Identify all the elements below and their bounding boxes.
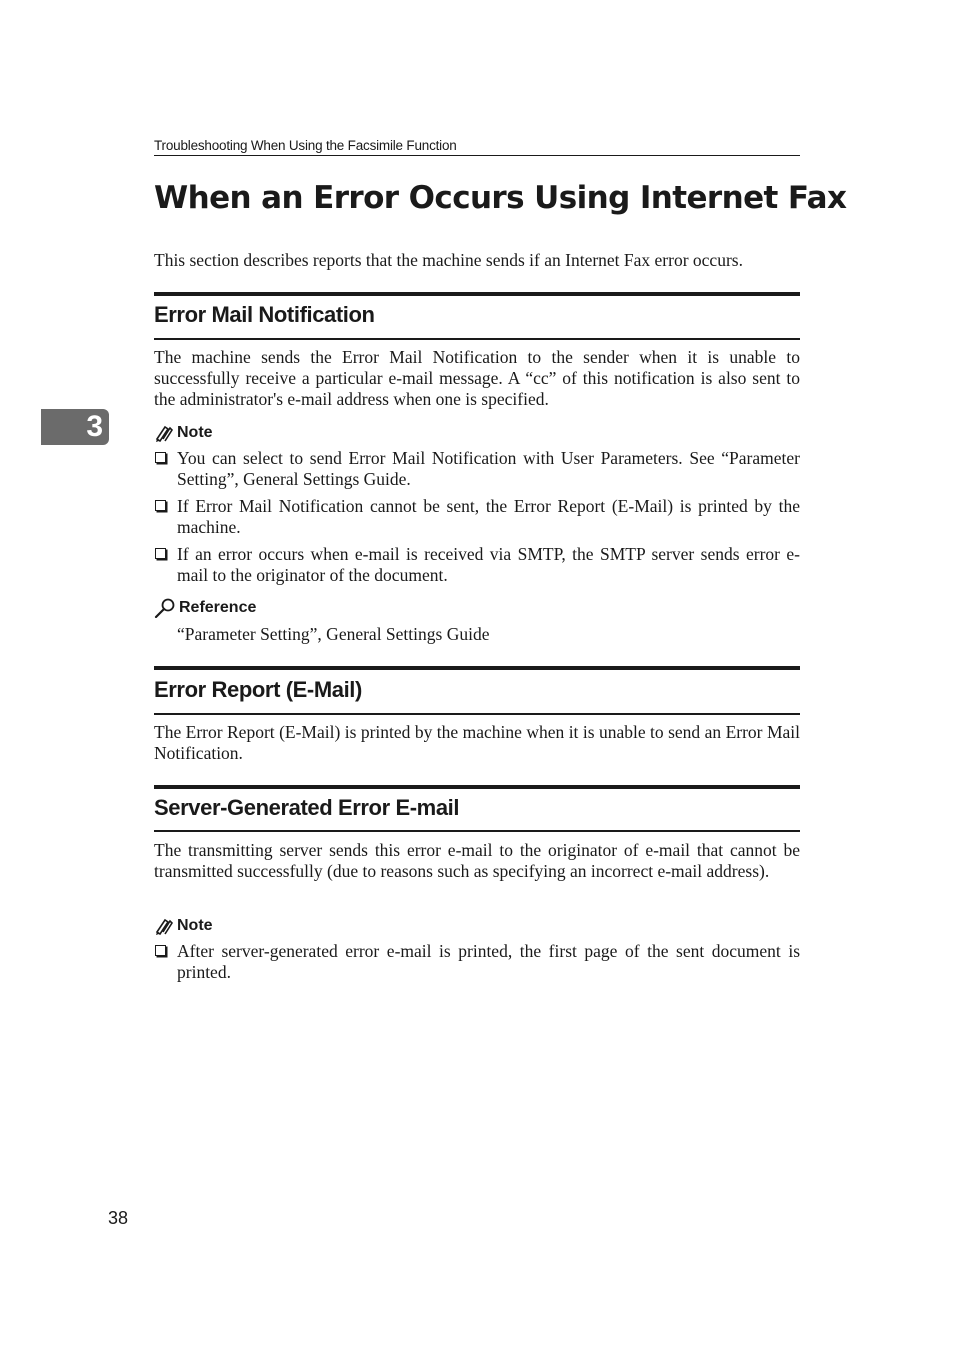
checkbox-icon — [155, 548, 166, 559]
note-item: You can select to send Error Mail Notification with User Parameters. See “Parameter Setting”, General Settings Guide. — [154, 448, 800, 490]
section-rule — [154, 292, 800, 296]
pencil-icon — [154, 917, 174, 935]
section-rule — [154, 830, 800, 832]
section-title: Server-Generated Error E-mail — [154, 795, 460, 820]
note-label: Note — [177, 917, 213, 934]
note-list — [154, 448, 800, 592]
pencil-icon — [154, 424, 174, 442]
note-item: If Error Mail Notification cannot be sent, the Error Report (E-Mail) is printed by the machine. — [154, 496, 800, 538]
page-number: 38 — [108, 1208, 129, 1228]
section-body: The transmitting server sends this error e-mail to the originator of e-mail that cannot be transmitted successfully (due to reasons such as specifying an incorrect e-mail address). — [154, 840, 800, 881]
reference-label: Reference — [179, 599, 257, 616]
section-rule — [154, 785, 800, 789]
note-list — [154, 941, 800, 989]
page-title: When an Error Occurs Using Internet Fax — [154, 180, 847, 216]
section-title: Error Mail Notification — [154, 302, 375, 327]
note-heading — [154, 424, 213, 442]
intro-paragraph: This section describes reports that the machine sends if an Internet Fax error occurs. — [154, 250, 743, 270]
note-heading — [154, 917, 213, 935]
checkbox-icon — [155, 500, 166, 511]
note-item: After server-generated error e-mail is printed, the first page of the sent document is printed. — [154, 941, 800, 983]
checkbox-icon — [155, 945, 166, 956]
note-label: Note — [177, 424, 213, 441]
checkbox-icon — [155, 452, 166, 463]
section-title: Error Report (E-Mail) — [154, 677, 362, 702]
section-body: The machine sends the Error Mail Notification to the sender when it is unable to successfully receive a particular e-mail message. A “cc” of this notification is also sent to the administrator's e-mail address when one is specified. — [154, 347, 800, 409]
section-rule — [154, 338, 800, 340]
chapter-tab — [41, 409, 109, 445]
section-rule — [154, 666, 800, 670]
chapter-number: 3 — [86, 410, 103, 443]
reference-text: “Parameter Setting”, General Settings Guide — [177, 624, 490, 644]
magnifier-icon — [154, 598, 176, 618]
section-body: The Error Report (E-Mail) is printed by the machine when it is unable to send an Error Mail Notification. — [154, 722, 800, 763]
section-rule — [154, 713, 800, 715]
note-item: If an error occurs when e-mail is received via SMTP, the SMTP server sends error e-mail to the originator of the document. — [154, 544, 800, 586]
running-header: Troubleshooting When Using the Facsimile Function — [154, 138, 800, 156]
reference-heading — [154, 598, 256, 618]
